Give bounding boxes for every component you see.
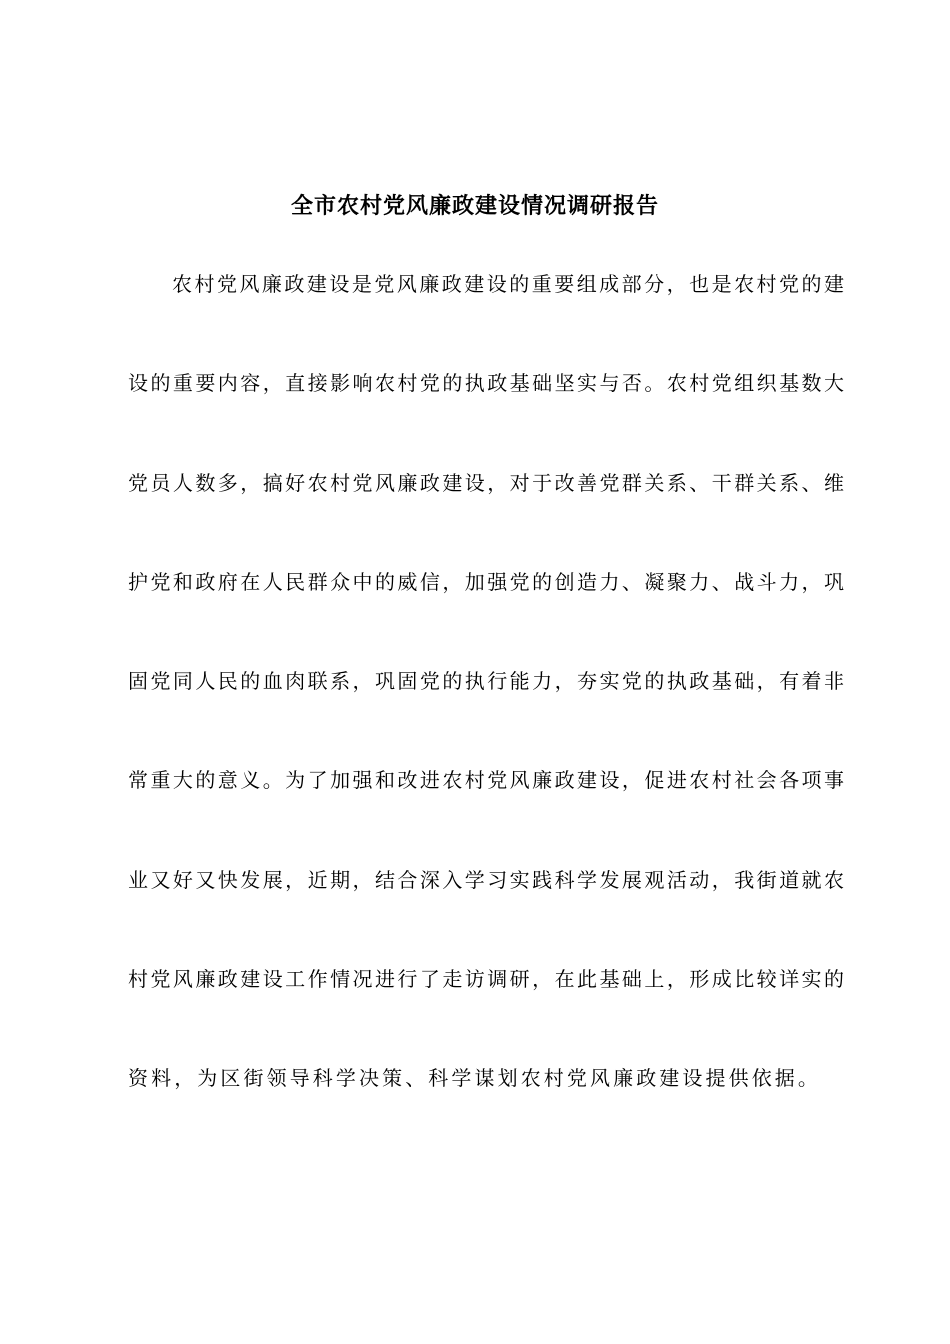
paragraph-line: 资料，为区街领导科学决策、科学谋划农村党风廉政建设提供依据。 [128,1066,821,1091]
paragraph-line: 护党和政府在人民群众中的威信，加强党的创造力、凝聚力、战斗力，巩 [128,569,844,594]
intro-paragraph [128,262,844,1156]
document-title: 全市农村党风廉政建设情况调研报告 [290,193,659,219]
paragraph-line: 设的重要内容，直接影响农村党的执政基础坚实与否。农村党组织基数大 [128,371,844,396]
paragraph-line: 常重大的意义。为了加强和改进农村党风廉政建设，促进农村社会各项事 [128,768,844,793]
paragraph-line: 党员人数多，搞好农村党风廉政建设，对于改善党群关系、干群关系、维 [128,470,844,495]
paragraph-line: 农村党风廉政建设是党风廉政建设的重要组成部分，也是农村党的建 [172,272,844,296]
paragraph-line: 村党风廉政建设工作情况进行了走访调研，在此基础上，形成比较详实的 [128,967,844,992]
paragraph-line: 固党同人民的血肉联系，巩固党的执行能力，夯实党的执政基础，有着非 [128,669,844,694]
paragraph-line: 业又好又快发展，近期，结合深入学习实践科学发展观活动，我街道就农 [128,867,844,892]
